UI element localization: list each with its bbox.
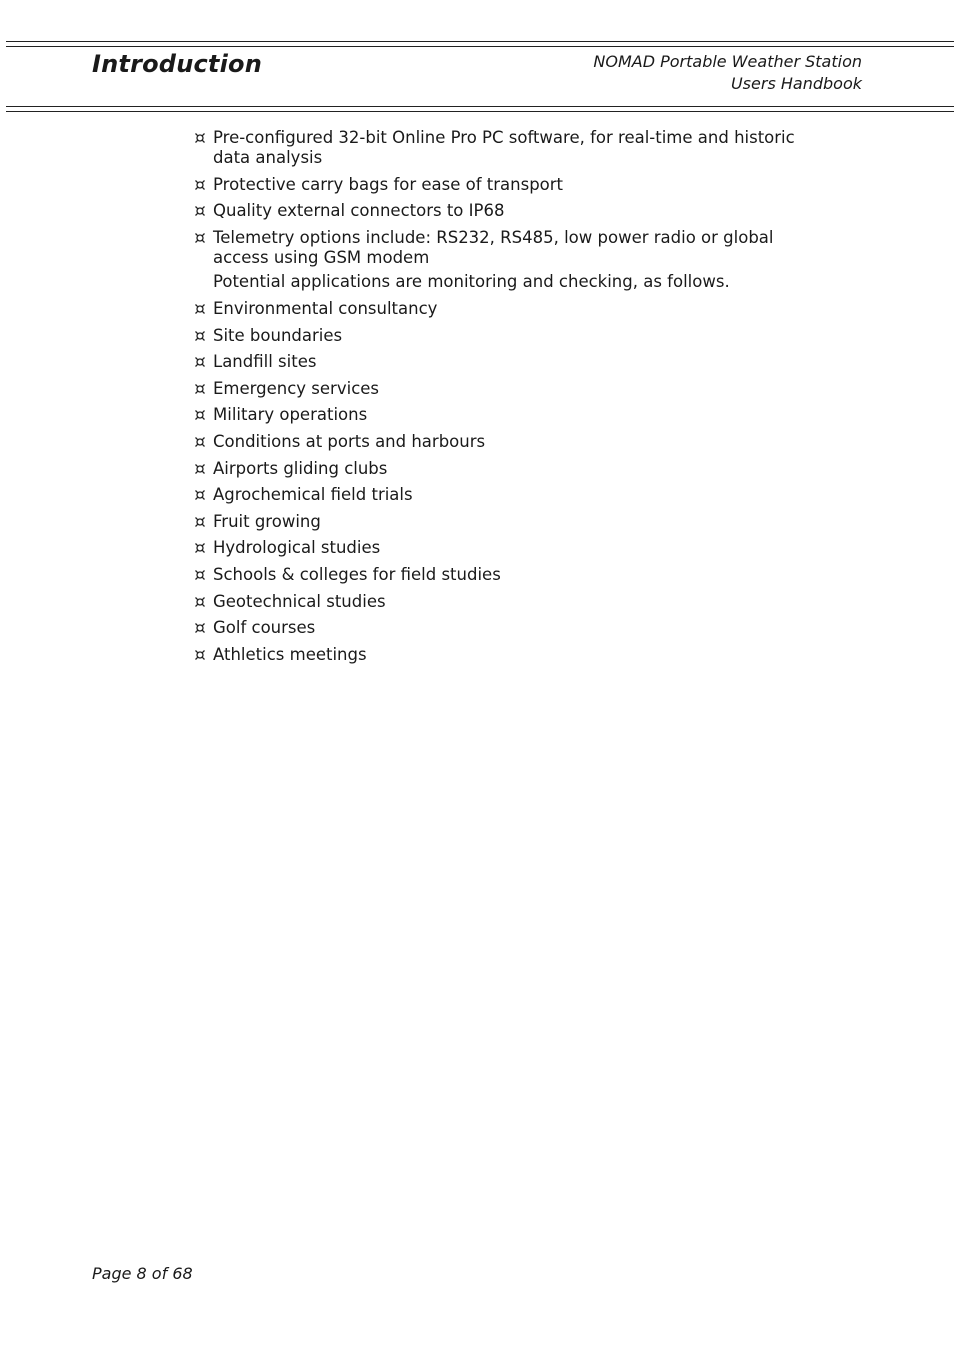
application-text: Hydrological studies (213, 538, 381, 558)
feature-text: Telemetry options include: RS232, RS485, low power radio or global access using GSM modem (213, 227, 774, 267)
currency-sign-bullet-icon (194, 622, 206, 634)
list-item (194, 128, 804, 168)
list-item (194, 432, 804, 452)
currency-sign-bullet-icon (194, 132, 206, 144)
application-text: Site boundaries (213, 325, 343, 345)
feature-text: Protective carry bags for ease of transport (213, 174, 564, 194)
currency-sign-bullet-icon (194, 463, 206, 475)
currency-sign-bullet-icon (194, 409, 206, 421)
feature-list (194, 128, 804, 268)
list-item (194, 645, 804, 665)
header-bottom-rule (6, 106, 954, 107)
list-item (194, 326, 804, 346)
currency-sign-bullet-icon (194, 436, 206, 448)
currency-sign-bullet-icon (194, 356, 206, 368)
application-text: Landfill sites (213, 352, 317, 372)
application-text: Golf courses (213, 618, 316, 638)
application-text: Environmental consultancy (213, 298, 438, 318)
list-item (194, 352, 804, 372)
currency-sign-bullet-icon (194, 383, 206, 395)
list-item (194, 379, 804, 399)
header-top-rule (6, 41, 954, 42)
currency-sign-bullet-icon (194, 649, 206, 661)
document-title-line1: NOMAD Portable Weather Station (593, 52, 862, 71)
list-item (194, 512, 804, 532)
application-text: Geotechnical studies (213, 591, 386, 611)
currency-sign-bullet-icon (194, 330, 206, 342)
list-item (194, 592, 804, 612)
list-item (194, 618, 804, 638)
page-number: Page 8 of 68 (92, 1264, 193, 1283)
list-item (194, 485, 804, 505)
currency-sign-bullet-icon (194, 489, 206, 501)
application-text: Schools & colleges for field studies (213, 564, 501, 584)
currency-sign-bullet-icon (194, 303, 206, 315)
feature-text: Pre-configured 32-bit Online Pro PC software, for real-time and historic data analysis (213, 128, 795, 167)
currency-sign-bullet-icon (194, 596, 206, 608)
application-text: Emergency services (213, 378, 380, 398)
currency-sign-bullet-icon (194, 542, 206, 554)
list-item (194, 538, 804, 558)
document-title (593, 51, 862, 95)
application-text: Agrochemical field trials (213, 485, 413, 505)
list-item (194, 459, 804, 479)
currency-sign-bullet-icon (194, 516, 206, 528)
section-title: Introduction (92, 50, 262, 78)
list-item (194, 299, 804, 319)
application-text: Fruit growing (213, 511, 321, 531)
list-item (194, 228, 804, 268)
feature-text: Quality external connectors to IP68 (213, 201, 505, 221)
application-text: Athletics meetings (213, 644, 367, 664)
header-top-rule-inner (6, 46, 954, 47)
list-item (194, 201, 804, 221)
applications-list (194, 299, 804, 665)
currency-sign-bullet-icon (194, 179, 206, 191)
applications-intro: Potential applications are monitoring and checking, as follows. (213, 272, 730, 292)
document-title-line2: Users Handbook (730, 74, 862, 93)
list-item (194, 175, 804, 195)
application-text: Airports gliding clubs (213, 458, 388, 478)
currency-sign-bullet-icon (194, 232, 206, 244)
application-text: Conditions at ports and harbours (213, 431, 486, 451)
currency-sign-bullet-icon (194, 569, 206, 581)
application-text: Military operations (213, 405, 368, 425)
list-item (194, 565, 804, 585)
currency-sign-bullet-icon (194, 205, 206, 217)
header-bottom-rule-inner (6, 111, 954, 112)
list-item (194, 405, 804, 425)
main-content (194, 128, 804, 671)
